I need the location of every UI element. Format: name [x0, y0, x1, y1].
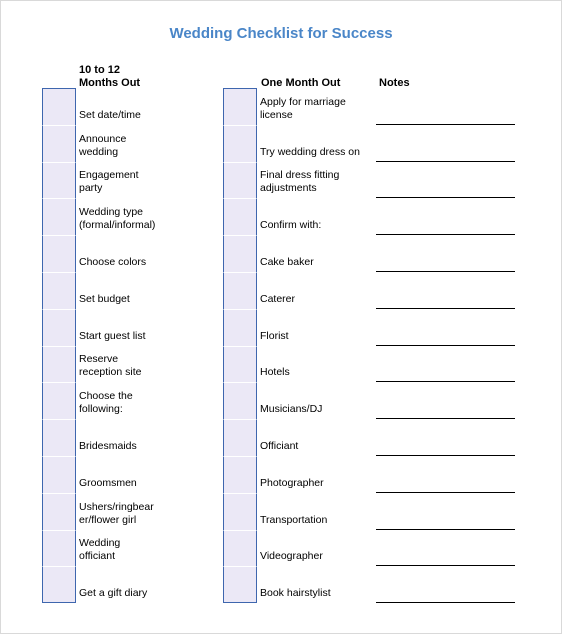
checklist-item-label-line: Get a gift diary: [79, 587, 148, 600]
col1-header-line1: 10 to 12: [79, 64, 120, 76]
checkbox[interactable]: [42, 198, 76, 235]
checklist-item-label: [79, 537, 199, 563]
checklist-item-label: [79, 587, 199, 600]
checklist-item-label-line: Set budget: [79, 292, 130, 305]
checklist-item-label: [260, 169, 380, 195]
checklist-item-label: [260, 256, 380, 269]
checklist-item-label: [79, 501, 199, 527]
notes-line[interactable]: [376, 455, 515, 456]
checklist-item-label: [260, 293, 380, 306]
checkbox[interactable]: [42, 125, 76, 162]
checklist-item-label-line: Book hairstylist: [260, 587, 331, 600]
checklist-item-label-line: Confirm with:: [260, 219, 322, 232]
checklist-item-label-line: Choose colors: [79, 255, 147, 268]
checkbox[interactable]: [223, 198, 257, 235]
checklist-item-label: [260, 587, 380, 600]
checklist-item-label-line: party: [79, 182, 103, 195]
checkbox[interactable]: [42, 235, 76, 272]
notes-line[interactable]: [376, 234, 515, 235]
notes-line[interactable]: [376, 418, 515, 419]
checklist-item-label: [260, 146, 380, 159]
checkbox[interactable]: [223, 235, 257, 272]
checklist-item-label: [260, 330, 380, 343]
checklist-item-label: [79, 293, 199, 306]
checkbox[interactable]: [42, 382, 76, 419]
notes-line[interactable]: [376, 565, 515, 566]
checkbox[interactable]: [42, 456, 76, 493]
col2-header: One Month Out: [261, 77, 341, 89]
checklist-item-label: [79, 477, 199, 490]
checklist-item-label-line: Videographer: [260, 550, 323, 563]
checkbox[interactable]: [223, 346, 257, 383]
checklist-item-label: [79, 133, 199, 159]
checklist-item-label: [260, 366, 380, 379]
notes-line[interactable]: [376, 492, 515, 493]
checklist-item-label-line: Final dress fitting: [260, 169, 340, 182]
notes-line[interactable]: [376, 602, 515, 603]
checklist-item-label-line: Try wedding dress on: [260, 145, 360, 158]
notes-line[interactable]: [376, 345, 515, 346]
checklist-item-label: [79, 256, 199, 269]
checklist-item-label: [79, 206, 199, 232]
checklist-item-label-line: reception site: [79, 366, 142, 379]
checklist-item-label-line: Reserve: [79, 353, 119, 366]
checklist-item-label-line: Engagement: [79, 169, 139, 182]
checkbox[interactable]: [223, 493, 257, 530]
checkbox[interactable]: [42, 88, 76, 125]
checklist-item-label-line: Ushers/ringbear: [79, 500, 154, 513]
checklist-item-label: [79, 440, 199, 453]
checklist-item-label-line: Cake baker: [260, 255, 314, 268]
notes-line[interactable]: [376, 381, 515, 382]
checklist-item-label: [260, 477, 380, 490]
checklist-item-label: [79, 330, 199, 343]
checkbox[interactable]: [223, 456, 257, 493]
checklist-item-label-line: Wedding: [79, 537, 121, 550]
checklist-item-label-line: Caterer: [260, 292, 296, 305]
checklist-item-label-line: Musicians/DJ: [260, 403, 323, 416]
notes-line[interactable]: [376, 529, 515, 530]
checkbox[interactable]: [42, 346, 76, 383]
checklist-item-label-line: Announce: [79, 132, 127, 145]
checklist-item-label-line: Bridesmaids: [79, 439, 137, 452]
checklist-item-label-line: following:: [79, 403, 123, 416]
checkbox[interactable]: [223, 309, 257, 346]
checkbox[interactable]: [42, 566, 76, 603]
checklist-item-label: [260, 96, 380, 122]
notes-header: Notes: [379, 77, 410, 89]
checkbox[interactable]: [223, 419, 257, 456]
notes-line[interactable]: [376, 271, 515, 272]
checklist-item-label-line: Choose the: [79, 390, 133, 403]
checklist-item-label-line: er/flower girl: [79, 513, 137, 526]
checkbox[interactable]: [223, 162, 257, 199]
checklist-item-label: [79, 390, 199, 416]
checkbox[interactable]: [42, 162, 76, 199]
checklist-item-label: [260, 550, 380, 563]
checklist-item-label: [79, 353, 199, 379]
checklist-item-label-line: Wedding type: [79, 206, 144, 219]
checklist-item-label: [260, 514, 380, 527]
checklist-item-label-line: adjustments: [260, 182, 317, 195]
checkbox[interactable]: [223, 125, 257, 162]
checkbox[interactable]: [223, 382, 257, 419]
checklist-item-label-line: Groomsmen: [79, 476, 137, 489]
checklist-item-label: [79, 109, 199, 122]
checklist-item-label-line: Florist: [260, 329, 289, 342]
checklist-item-label-line: Set date/time: [79, 108, 141, 121]
notes-line[interactable]: [376, 308, 515, 309]
checklist-item-label-line: license: [260, 108, 293, 121]
checklist-item-label: [260, 403, 380, 416]
col1-header-line2: Months Out: [79, 77, 141, 89]
checklist-item-label-line: Hotels: [260, 366, 290, 379]
checklist-item-label: [79, 169, 199, 195]
checkbox[interactable]: [42, 309, 76, 346]
notes-line[interactable]: [376, 197, 515, 198]
checklist-item-label-line: Transportation: [260, 513, 328, 526]
checklist-item-label: [260, 219, 380, 232]
notes-line[interactable]: [376, 124, 515, 125]
checkbox[interactable]: [223, 530, 257, 567]
checklist-item-label-line: Photographer: [260, 476, 324, 489]
checkbox[interactable]: [42, 530, 76, 567]
checkbox[interactable]: [223, 88, 257, 125]
col1-header: [79, 64, 140, 90]
checklist-item-label-line: (formal/informal): [79, 219, 156, 232]
checkbox[interactable]: [42, 419, 76, 456]
checkbox[interactable]: [42, 272, 76, 309]
checkbox[interactable]: [42, 493, 76, 530]
notes-line[interactable]: [376, 161, 515, 162]
checklist-item-label-line: officiant: [79, 550, 115, 563]
checklist-item-label-line: Apply for marriage: [260, 95, 346, 108]
page-title: Wedding Checklist for Success: [169, 25, 393, 42]
checklist-item-label-line: wedding: [79, 145, 119, 158]
checkbox[interactable]: [223, 566, 257, 603]
checklist-item-label-line: Start guest list: [79, 329, 146, 342]
checklist-item-label: [260, 440, 380, 453]
checkbox[interactable]: [223, 272, 257, 309]
checklist-item-label-line: Officiant: [260, 439, 299, 452]
